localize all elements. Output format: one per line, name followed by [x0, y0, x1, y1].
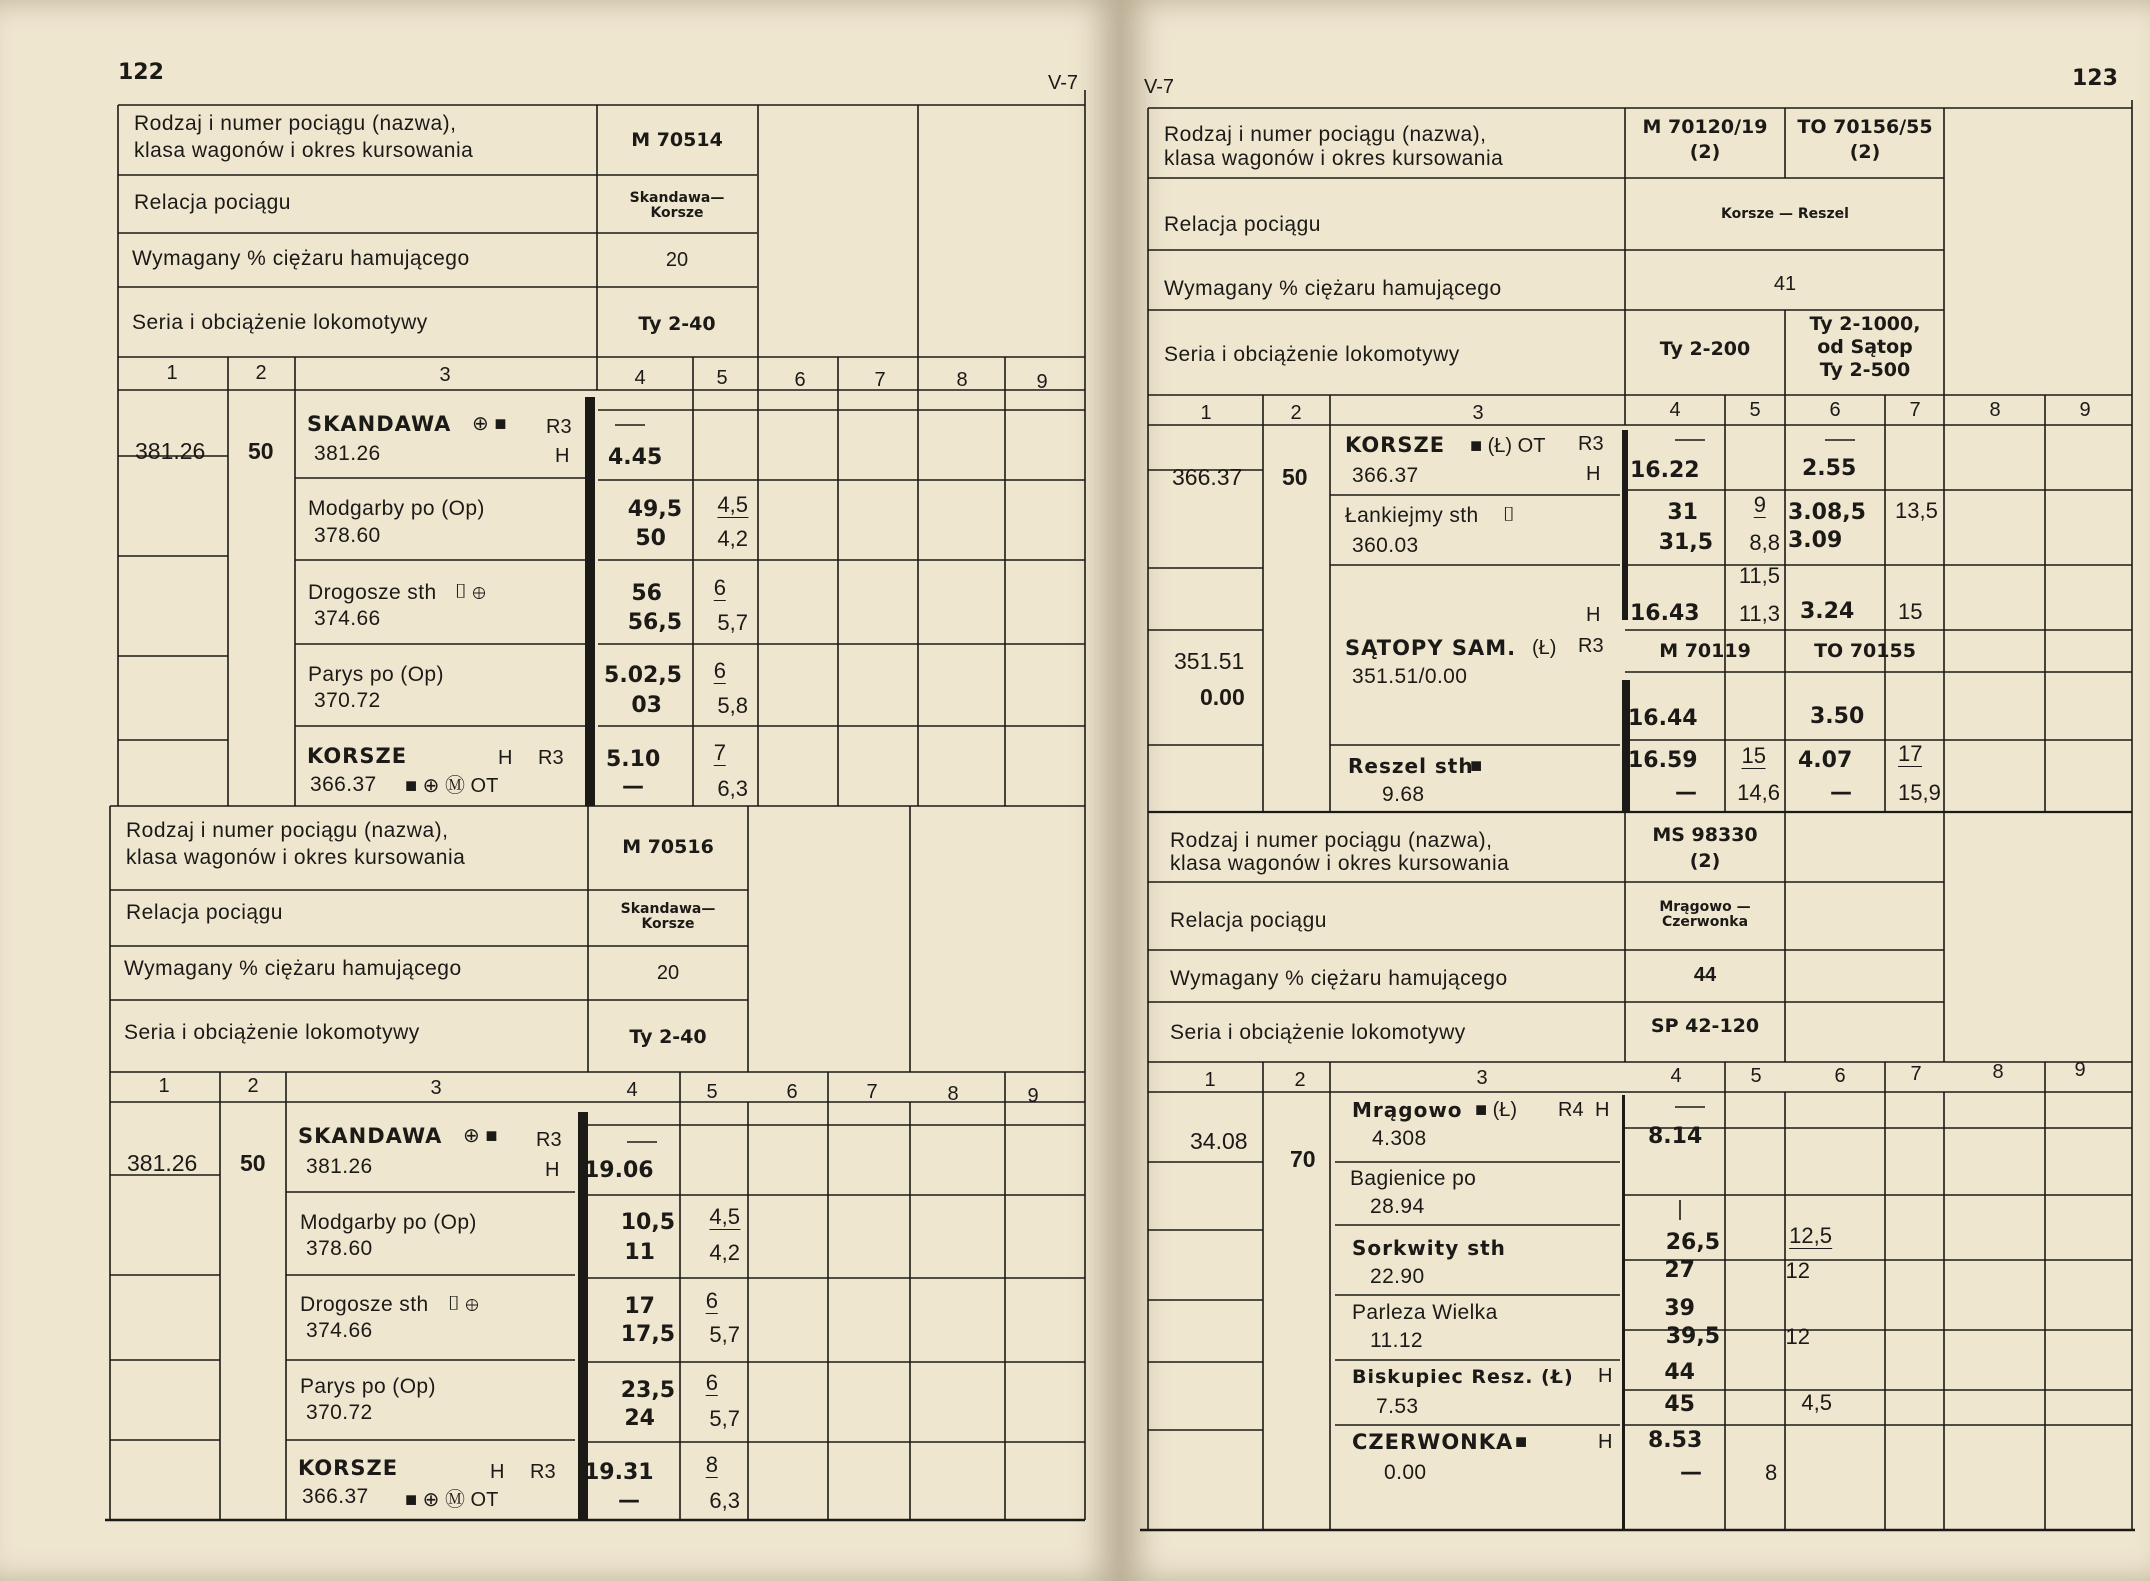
run-time: 4,5 [1801, 1390, 1832, 1415]
run-time: 8 [705, 1452, 718, 1477]
col-4: 4 [626, 1079, 638, 1101]
relation-label: Relacja pociągu [126, 901, 283, 924]
right-page [1120, 0, 2150, 1581]
right-table-grid [1120, 0, 2150, 1581]
loco-label: Seria i obciążenie lokomotywy [124, 1021, 420, 1044]
station-name: Drogosze sth [308, 581, 437, 604]
arrival-time: 49,5 [627, 497, 682, 522]
station-name: Parys po (Op) [300, 1375, 436, 1398]
station-symbols: ⌷ ⊕ [455, 581, 486, 603]
col-8: 8 [1992, 1061, 2004, 1083]
station-h: H [490, 1461, 505, 1483]
run-time: 6 [705, 1370, 718, 1395]
col-7: 7 [874, 369, 886, 391]
station-symbols: ⌷ ⊕ [448, 1293, 479, 1315]
train-class-label: klasa wagonów i okres kursowania [126, 846, 466, 869]
run-time-alt: 6,3 [709, 1488, 740, 1513]
station-h: H [1595, 1099, 1610, 1121]
station-km: 351.51/0.00 [1352, 665, 1468, 688]
brake-label: Wymagany % ciężaru hamującego [1170, 967, 1508, 990]
run-time-b: 17 [1898, 741, 1923, 766]
train-number: TO 70156/55 [1797, 116, 1933, 138]
station-km: 374.66 [314, 607, 381, 630]
arrival-time-b: 3.24 [1800, 599, 1855, 624]
col-3: 3 [1476, 1067, 1488, 1089]
run-time-a-alt: 14,6 [1737, 780, 1780, 805]
col-1: 1 [166, 362, 178, 384]
run-time-alt: 5,7 [717, 610, 748, 635]
departure-time: 8.14 [1648, 1124, 1703, 1149]
station-symbols: (Ł) [1532, 637, 1557, 659]
run-time-b-alt: 15,9 [1898, 780, 1941, 805]
brake-label: Wymagany % ciężaru hamującego [132, 247, 470, 270]
relation-label: Relacja pociągu [1170, 909, 1327, 932]
train-class-label: klasa wagonów i okres kursowania [1164, 147, 1504, 170]
departure-time: 24 [624, 1406, 655, 1431]
page-number: 122 [118, 60, 164, 85]
station-km: 378.60 [306, 1237, 373, 1260]
run-time: 7 [713, 740, 726, 765]
col-9: 9 [2074, 1059, 2086, 1081]
station-name: Bagienice po [1350, 1167, 1477, 1190]
col-1: 1 [1200, 402, 1212, 424]
col-8: 8 [1989, 399, 2001, 421]
brake-value: 41 [1773, 273, 1797, 295]
col-3: 3 [430, 1077, 442, 1099]
departure-time-b: 2.55 [1802, 456, 1857, 481]
loco-value: Ty 2-200 [1659, 338, 1751, 360]
start-km: 381.26 [135, 438, 206, 464]
station-km: 9.68 [1382, 783, 1425, 806]
departure-time-b: — [1830, 780, 1852, 805]
station-h: H [1586, 604, 1601, 626]
arrival-time-a: 16.59 [1628, 748, 1698, 773]
col-2: 2 [255, 362, 267, 384]
change-km: 351.51 [1174, 648, 1245, 674]
run-time-a: 9 [1753, 492, 1766, 517]
station-code: R3 [546, 416, 572, 438]
station-symbols: ■ [1470, 755, 1483, 777]
col-4: 4 [1669, 399, 1681, 421]
departure-time: 11 [624, 1240, 655, 1265]
departure-time: 03 [631, 693, 662, 718]
departure-time: 56,5 [627, 610, 682, 635]
branch-km: 0.00 [1200, 684, 1245, 710]
loco-value: Ty 2-1000, [1809, 313, 1921, 335]
speed-limit: 50 [240, 1150, 266, 1176]
arrival-time-b: 3.08,5 [1788, 500, 1866, 525]
col-9: 9 [1036, 371, 1048, 393]
loco-value: Ty 2-40 [638, 313, 716, 335]
run-time-alt: 4,2 [709, 1240, 740, 1265]
speed-limit: 70 [1290, 1146, 1316, 1172]
col-6: 6 [786, 1081, 798, 1103]
station-name: SĄTOPY SAM. [1345, 636, 1517, 660]
loco-note: od Sątop [1817, 336, 1913, 358]
station-h: H [545, 1159, 560, 1181]
station-km: 366.37 [310, 773, 377, 796]
arrival-time: 56 [631, 581, 662, 606]
section-label: V-7 [1048, 72, 1079, 94]
start-km: 381.26 [127, 1150, 198, 1176]
loco-label: Seria i obciążenie lokomotywy [1170, 1021, 1466, 1044]
arrival-time: 39 [1664, 1296, 1695, 1321]
departure-time: 27 [1664, 1258, 1695, 1283]
speed-limit: 50 [1282, 464, 1308, 490]
departure-time: — [1680, 1460, 1702, 1485]
departure-time-a: 16.44 [1628, 706, 1698, 731]
run-time: 4,5 [709, 1204, 740, 1229]
station-code: R3 [536, 1129, 562, 1151]
station-name: SKANDAWA [298, 1124, 443, 1148]
run-time-a-alt: 8,8 [1749, 530, 1780, 555]
brake-label: Wymagany % ciężaru hamującego [124, 957, 462, 980]
departure-time: 4.45 [608, 445, 663, 470]
station-km: 370.72 [306, 1401, 373, 1424]
col-2: 2 [1294, 1069, 1306, 1091]
brake-label: Wymagany % ciężaru hamującego [1164, 277, 1502, 300]
loco-label: Seria i obciążenie lokomotywy [1164, 343, 1460, 366]
col-2: 2 [247, 1075, 259, 1097]
loco-value: Ty 2-500 [1819, 359, 1911, 381]
arrival-time: 5.02,5 [604, 663, 682, 688]
train-number-change: M 70119 [1659, 640, 1751, 662]
departure-time: 39,5 [1665, 1324, 1720, 1349]
station-h: H [498, 747, 513, 769]
train-type-label: Rodzaj i numer pociągu (nazwa), [1164, 123, 1487, 146]
run-time-alt: 12 [1785, 1258, 1810, 1283]
arrival-time: 10,5 [620, 1210, 675, 1235]
train-type-label: Rodzaj i numer pociągu (nazwa), [126, 819, 449, 842]
col-3: 3 [1472, 402, 1484, 424]
station-km: 28.94 [1370, 1195, 1425, 1218]
train-relation: Skandawa— Korsze [629, 190, 725, 222]
station-name: SKANDAWA [307, 412, 452, 436]
station-code: R4 [1558, 1099, 1584, 1121]
station-name: Drogosze sth [300, 1293, 429, 1316]
run-time-b: 15 [1898, 599, 1923, 624]
run-time: 8 [1765, 1460, 1778, 1485]
start-km: 34.08 [1190, 1128, 1248, 1154]
arrival-time-a: 31 [1667, 500, 1698, 525]
col-4: 4 [1670, 1065, 1682, 1087]
run-time: 6 [705, 1288, 718, 1313]
col-2: 2 [1290, 402, 1302, 424]
col-7: 7 [1910, 1063, 1922, 1085]
station-symbols: ⌷ [1503, 504, 1515, 526]
departure-time: — [618, 1488, 640, 1513]
station-name: Sorkwity sth [1352, 1236, 1506, 1260]
station-code: R3 [1578, 635, 1604, 657]
departure-time-b: 3.50 [1810, 704, 1865, 729]
station-code: R3 [538, 747, 564, 769]
station-km: 360.03 [1352, 534, 1419, 557]
loco-label: Seria i obciążenie lokomotywy [132, 311, 428, 334]
run-time: 12 [1785, 1324, 1810, 1349]
arrival-time: 19.31 [584, 1460, 654, 1485]
run-time-a: 15 [1741, 743, 1766, 768]
col-6: 6 [1834, 1065, 1846, 1087]
col-6: 6 [1829, 399, 1841, 421]
train-relation: Skandawa— Korsze [620, 901, 716, 933]
station-name: KORSZE [307, 744, 408, 768]
station-name: KORSZE [1345, 433, 1446, 457]
run-time-a: 11,3 [1738, 601, 1780, 626]
section-label: V-7 [1144, 76, 1175, 98]
station-name: Modgarby po (Op) [308, 497, 485, 520]
station-h: H [1586, 463, 1601, 485]
col-7: 7 [866, 1081, 878, 1103]
train-number: MS 98330 [1652, 824, 1758, 846]
brake-value: 20 [665, 249, 689, 271]
station-name: CZERWONKA [1352, 1430, 1514, 1454]
station-km: 381.26 [306, 1155, 373, 1178]
station-symbols: ■ (Ł) [1475, 1099, 1518, 1121]
station-symbols: ■ ⊕ Ⓜ OT [405, 1489, 499, 1511]
departure-time-b: 3.09 [1788, 528, 1843, 553]
col-7: 7 [1909, 399, 1921, 421]
arrival-time-a: 16.43 [1630, 601, 1700, 626]
train-number-change: TO 70155 [1814, 640, 1916, 662]
relation-label: Relacja pociągu [134, 191, 291, 214]
relation-label: Relacja pociągu [1164, 213, 1321, 236]
arrival-time: 5.10 [606, 747, 661, 772]
loco-value: Ty 2-40 [629, 1026, 707, 1048]
loco-value: SP 42-120 [1650, 1015, 1760, 1037]
run-time-alt: 6,3 [717, 776, 748, 801]
run-time: 6 [713, 658, 726, 683]
col-9: 9 [1027, 1085, 1039, 1107]
station-name: Łankiejmy sth [1345, 504, 1479, 527]
brake-value: 44 [1693, 964, 1717, 986]
station-km: 22.90 [1370, 1265, 1425, 1288]
train-class-label: klasa wagonów i okres kursowania [1170, 852, 1510, 875]
station-name: Modgarby po (Op) [300, 1211, 477, 1234]
station-name: Parys po (Op) [308, 663, 444, 686]
run-time-a-note: 11,5 [1738, 563, 1780, 588]
station-km: 378.60 [314, 524, 381, 547]
station-symbols: ■ (Ł) OT [1470, 435, 1546, 457]
station-name: Biskupiec Resz. (Ł) [1352, 1366, 1574, 1388]
station-code: R3 [530, 1461, 556, 1483]
run-time-alt: 5,7 [709, 1406, 740, 1431]
train-class-label: klasa wagonów i okres kursowania [134, 139, 474, 162]
run-time: 12,5 [1789, 1223, 1832, 1248]
departure-time: — [622, 774, 644, 799]
col-8: 8 [956, 369, 968, 391]
station-km: 381.26 [314, 442, 381, 465]
station-symbols: ■ [1515, 1431, 1528, 1453]
station-km: 366.37 [1352, 464, 1419, 487]
departure-time-a: 31,5 [1658, 530, 1713, 555]
station-h: H [1598, 1365, 1613, 1387]
station-h: H [555, 445, 570, 467]
station-symbols: ⊕ ■ [472, 413, 507, 435]
station-km: 4.308 [1372, 1127, 1427, 1150]
train-number: M 70516 [622, 836, 714, 858]
station-code: R3 [1578, 433, 1604, 455]
station-km: 11.12 [1370, 1329, 1423, 1352]
brake-value: 20 [656, 962, 680, 984]
col-9: 9 [2079, 399, 2091, 421]
station-name: Mrągowo [1352, 1098, 1463, 1122]
run-time: 6 [713, 575, 726, 600]
arrival-time: 44 [1664, 1360, 1695, 1385]
departure-time: 50 [635, 526, 666, 551]
train-relation: Mrągowo — Czerwonka [1659, 899, 1751, 931]
run-time-alt: 5,8 [717, 693, 748, 718]
run-time-alt: 4,2 [717, 526, 748, 551]
station-name: Reszel sth [1348, 754, 1474, 778]
departure-time: 45 [1664, 1392, 1695, 1417]
departure-time-a: — [1675, 780, 1697, 805]
train-relation: Korsze — Reszel [1721, 206, 1849, 222]
train-number: M 70120/19 [1642, 116, 1768, 138]
col-5: 5 [1750, 1065, 1762, 1087]
col-1: 1 [158, 1075, 170, 1097]
train-type-label: Rodzaj i numer pociągu (nazwa), [1170, 829, 1493, 852]
train-type-label: Rodzaj i numer pociągu (nazwa), [134, 112, 457, 135]
station-symbols: ■ ⊕ Ⓜ OT [405, 775, 499, 797]
page-number: 123 [2072, 66, 2118, 91]
col-3: 3 [439, 364, 451, 386]
train-class: (2) [1689, 141, 1721, 163]
arrival-time: 8.53 [1648, 1428, 1703, 1453]
station-name: KORSZE [298, 1456, 399, 1480]
station-km: 374.66 [306, 1319, 373, 1342]
run-time-b: 13,5 [1895, 498, 1938, 523]
station-symbols: ⊕ ■ [463, 1125, 498, 1147]
departure-time: 17,5 [620, 1322, 675, 1347]
train-class: (2) [1849, 141, 1881, 163]
col-4: 4 [634, 367, 646, 389]
station-km: 366.37 [302, 1485, 369, 1508]
station-km: 7.53 [1376, 1395, 1419, 1418]
col-1: 1 [1204, 1069, 1216, 1091]
train-number: M 70514 [631, 129, 723, 151]
departure-time: 19.06 [584, 1158, 654, 1183]
col-6: 6 [794, 369, 806, 391]
speed-limit: 50 [248, 438, 274, 464]
station-name: Parleza Wielka [1352, 1301, 1498, 1324]
col-8: 8 [947, 1083, 959, 1105]
arrival-time: 17 [624, 1294, 655, 1319]
train-class: (2) [1689, 850, 1721, 872]
col-5: 5 [706, 1081, 718, 1103]
run-time: 4,5 [717, 492, 748, 517]
run-time-alt: 5,7 [709, 1322, 740, 1347]
departure-time-a: 16.22 [1630, 458, 1700, 483]
col-5: 5 [1749, 399, 1761, 421]
station-km: 370.72 [314, 689, 381, 712]
station-h: H [1598, 1431, 1613, 1453]
start-km: 366.37 [1172, 464, 1243, 490]
arrival-time: 23,5 [620, 1378, 675, 1403]
station-km: 0.00 [1384, 1461, 1427, 1484]
col-5: 5 [716, 367, 728, 389]
arrival-time: 26,5 [1665, 1230, 1720, 1255]
arrival-time-b: 4.07 [1798, 748, 1853, 773]
